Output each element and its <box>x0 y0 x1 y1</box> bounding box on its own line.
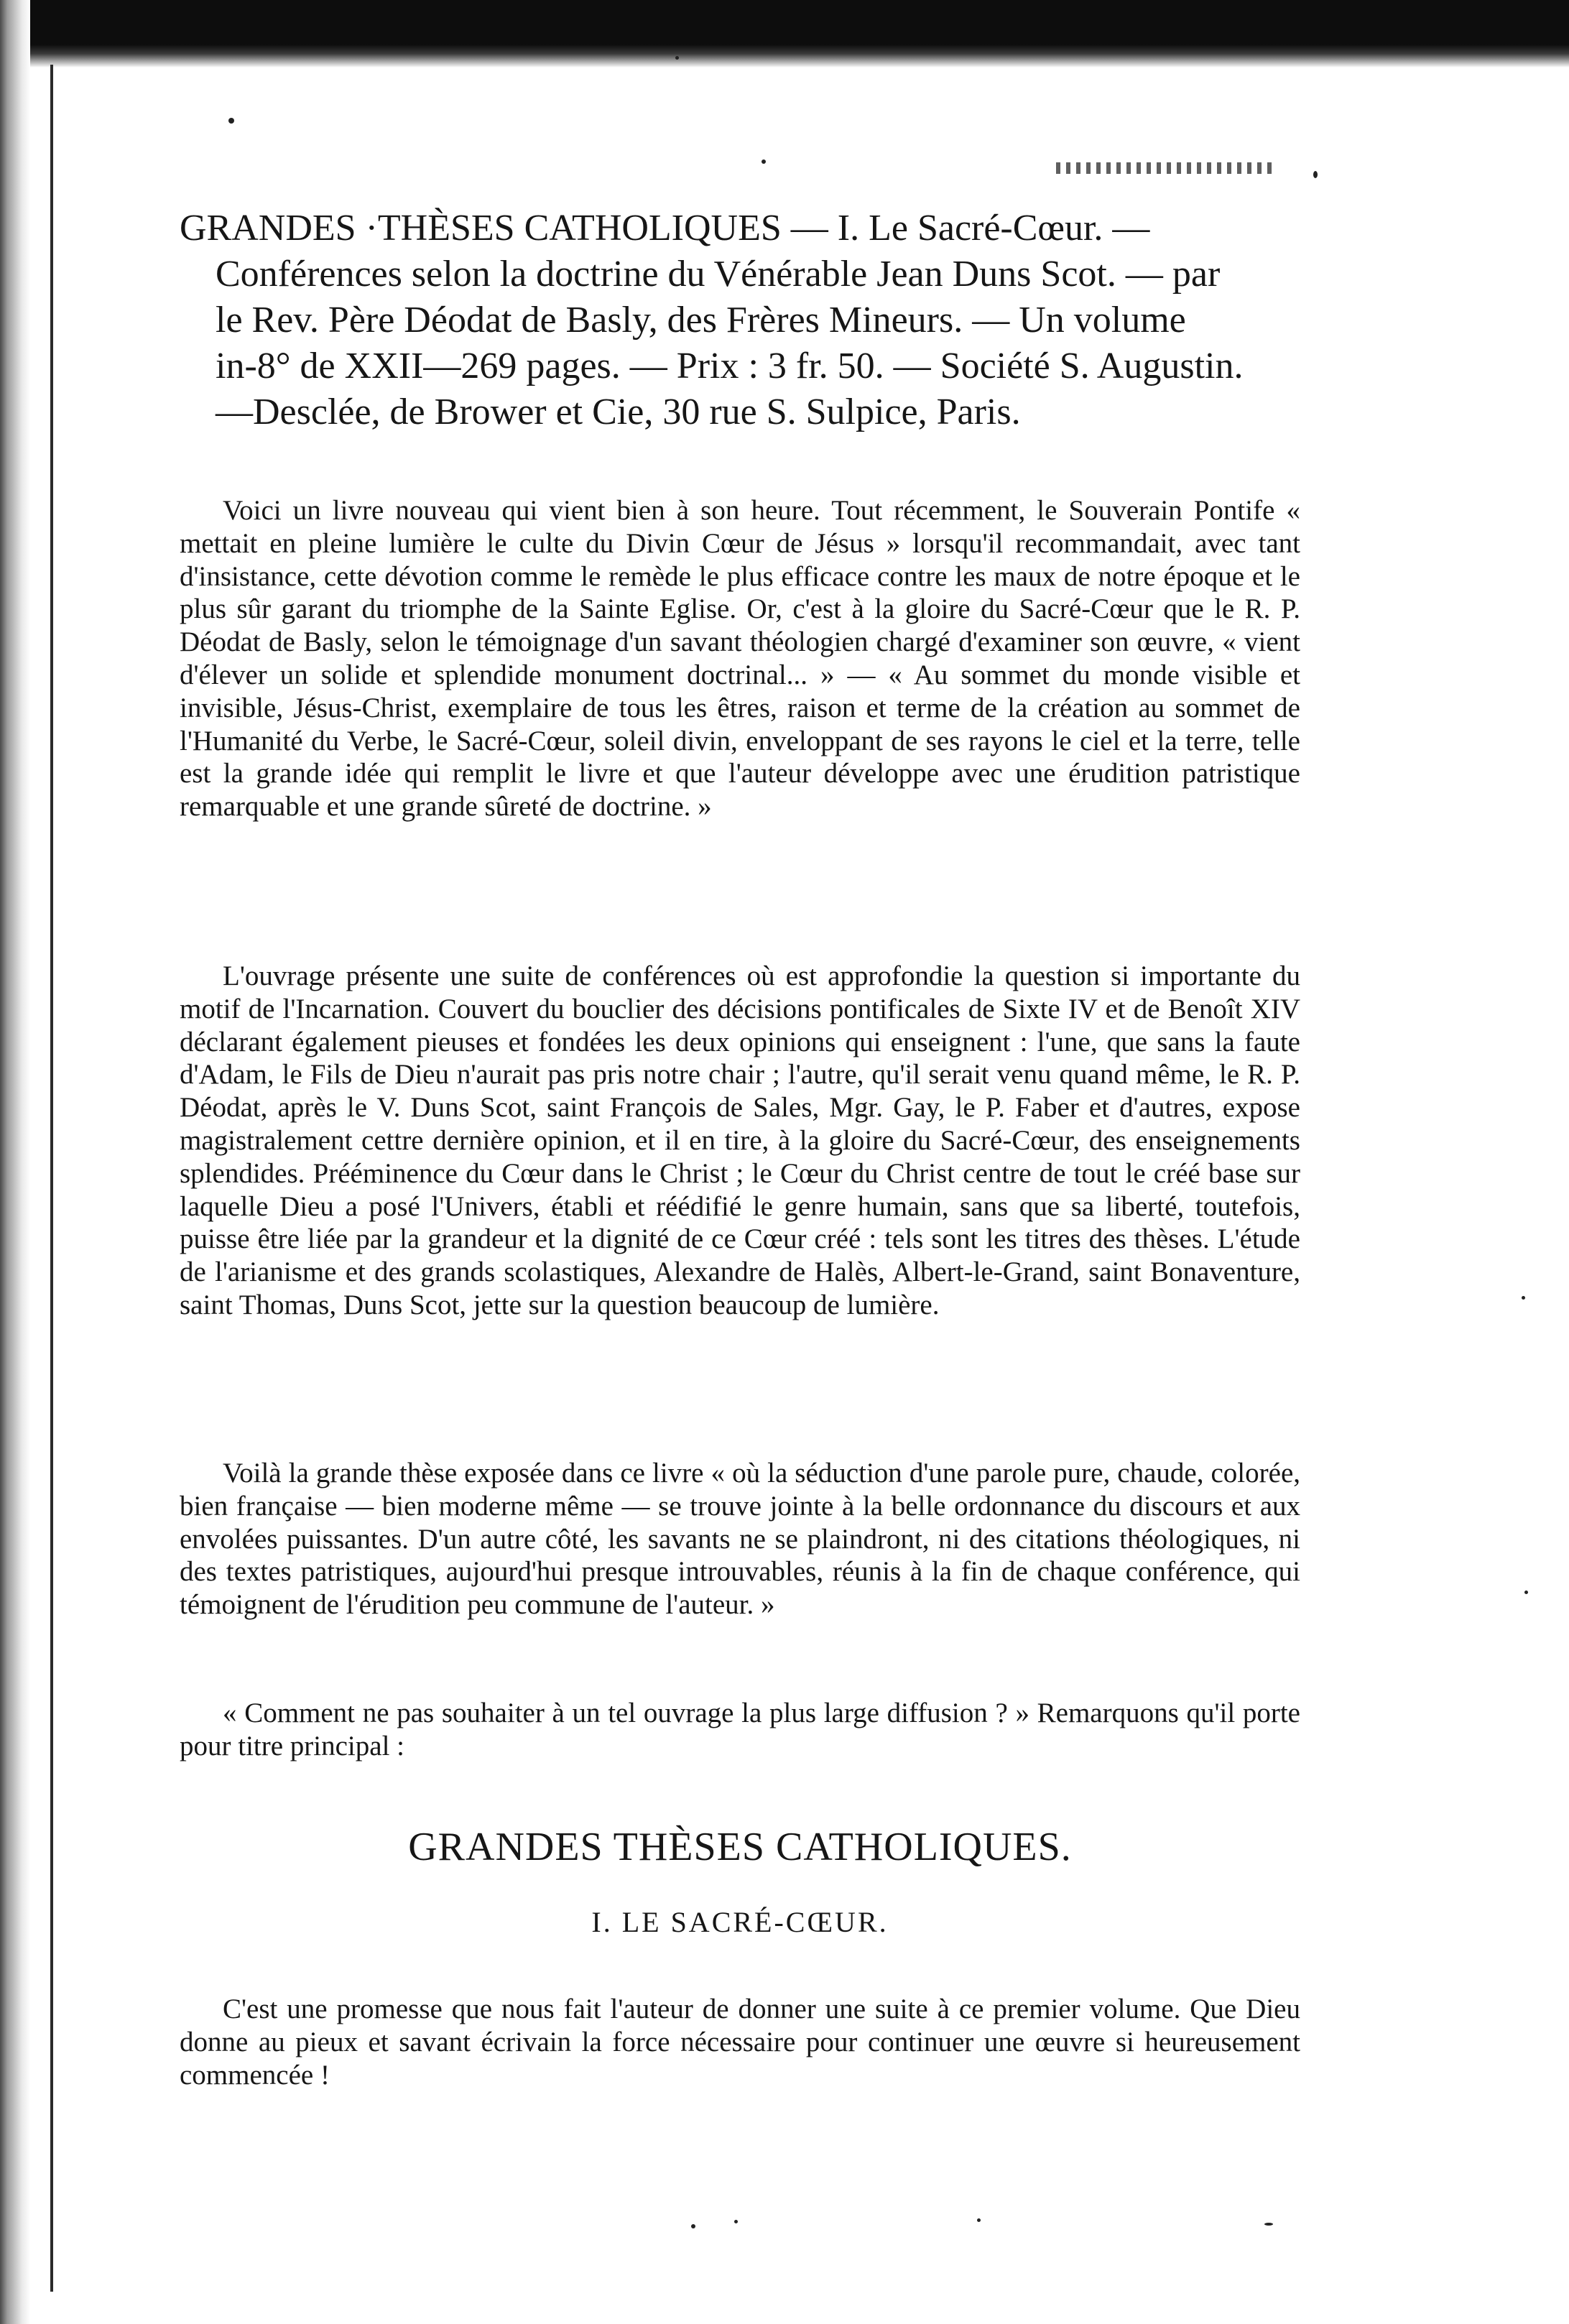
scan-speck <box>1264 2223 1273 2226</box>
scan-header-noise <box>1056 162 1272 174</box>
scan-top-shadow <box>30 45 1569 68</box>
bibliographic-line: le Rev. Père Déodat de Basly, des Frères Mineurs. — Un volume <box>216 300 1186 341</box>
scan-speck <box>977 2218 981 2222</box>
bibliographic-line: —Desclée, de Brower et Cie, 30 rue S. Sulpice, Paris. <box>216 392 1021 432</box>
scan-speck <box>691 2224 695 2228</box>
review-paragraph: « Comment ne pas souhaiter à un tel ouvrage la plus large diffusion ? » Remarquons qu'il porte pour titre principal : <box>180 1698 1300 1761</box>
bibliographic-line: Conférences selon la doctrine du Vénérable Jean Duns Scot. — par <box>216 254 1221 295</box>
scan-top-edge <box>0 0 1569 50</box>
review-paragraph: L'ouvrage présente une suite de conférences où est approfondie la question si importante du motif de l'Incarnation. Couvert du bouclier des décisions pontificales de Sixte IV et de Benoît XIV déclarant également pieuses et fondées les deux opinions qui enseignent : l'une, que sans la faute d'Adam, le Fils de Dieu n'aurait pas pris notre chair ; l'autre, qu'il serait venu quand même, le R. P. Déodat, après le V. Duns Scot, saint François de Sales, Mgr. Gay, le P. Faber et d'autres, expose magistralement cettre dernière opinion, et il en tire, à la gloire du Sacré-Cœur, des enseignements splendides. Prééminence du Cœur dans le Christ ; le Cœur du Christ centre de tout le créé base sur laquelle Dieu a posé l'Univers, établi et réédifié le genre humain, sans que sa liberté, toutefois, puisse être liée par la grandeur et la dignité de ce Cœur créé : tels sont les titres des thèses. L'étude de l'arianisme et des grands scolastiques, Alexandre de Halès, Albert-le-Grand, saint Bonaventure, saint Thomas, Duns Scot, jette sur la question beaucoup de lumière. <box>180 960 1300 1320</box>
review-paragraph: Voilà la grande thèse exposée dans ce livre « où la séduction d'une parole pure, chaude, colorée, bien française — bien moderne même — se trouve jointe à la belle ordonnance du discours et aux envolées puissantes. D'un autre côté, les savants ne se plaindront, ni des citations théologiques, ni des textes patristiques, aujourd'hui presque introuvables, réunis à la fin de chaque conférence, qui témoignent de l'érudition peu commune de l'auteur. » <box>180 1458 1300 1621</box>
scan-speck <box>762 159 766 164</box>
review-paragraph: Voici un livre nouveau qui vient bien à son heure. Tout récemment, le Souverain Pontife « mettait en pleine lumière le culte du Divin Cœur de Jésus » lorsqu'il recommandait, avec tant d'insistance, cette dévotion comme le remède le plus efficace contre les maux de notre époque et le plus sûr garant du triomphe de la Sainte Eglise. Or, c'est à la gloire du Sacré-Cœur que le R. P. Déodat de Basly, selon le témoignage d'un savant théologien chargé d'examiner son œuvre, « vient d'élever un solide et splendide monument doctrinal... » — « Au sommet du monde visible et invisible, Jésus-Christ, exemplaire de tous les êtres, raison et terme de la création au sommet de l'Humanité du Verbe, le Sacré-Cœur, soleil divin, enveloppant de ses rayons le ciel et la terre, telle est la grande idée qui remplit le livre et que l'auteur développe avec une érudition patristique remarquable et une grande sûreté de doctrine. » <box>180 495 1300 823</box>
closing-paragraph: C'est une promesse que nous fait l'auteur de donner une suite à ce premier volume. Que Dieu donne au pieux et savant écrivain la force nécessaire pour continuer une œuvre si heureusement commencée ! <box>180 1994 1300 2091</box>
book-subtitle: I. LE SACRÉ-CŒUR. <box>591 1906 889 1938</box>
bibliographic-entry <box>180 205 1300 435</box>
bibliographic-line: GRANDES ·THÈSES CATHOLIQUES — I. Le Sacré-Cœur. — <box>180 208 1150 249</box>
bibliographic-line: in-8° de XXII—269 pages. — Prix : 3 fr. 50. — Société S. Augustin. <box>216 346 1244 386</box>
book-title: GRANDES THÈSES CATHOLIQUES. <box>408 1825 1072 1869</box>
scan-speck <box>1313 171 1318 178</box>
scan-speck <box>675 56 679 60</box>
scan-left-rule <box>50 65 53 2292</box>
scan-speck <box>734 2220 738 2223</box>
scan-speck <box>228 118 234 124</box>
scan-speck <box>1524 1591 1528 1594</box>
scan-speck <box>1522 1296 1525 1300</box>
scan-left-edge <box>0 0 30 2324</box>
